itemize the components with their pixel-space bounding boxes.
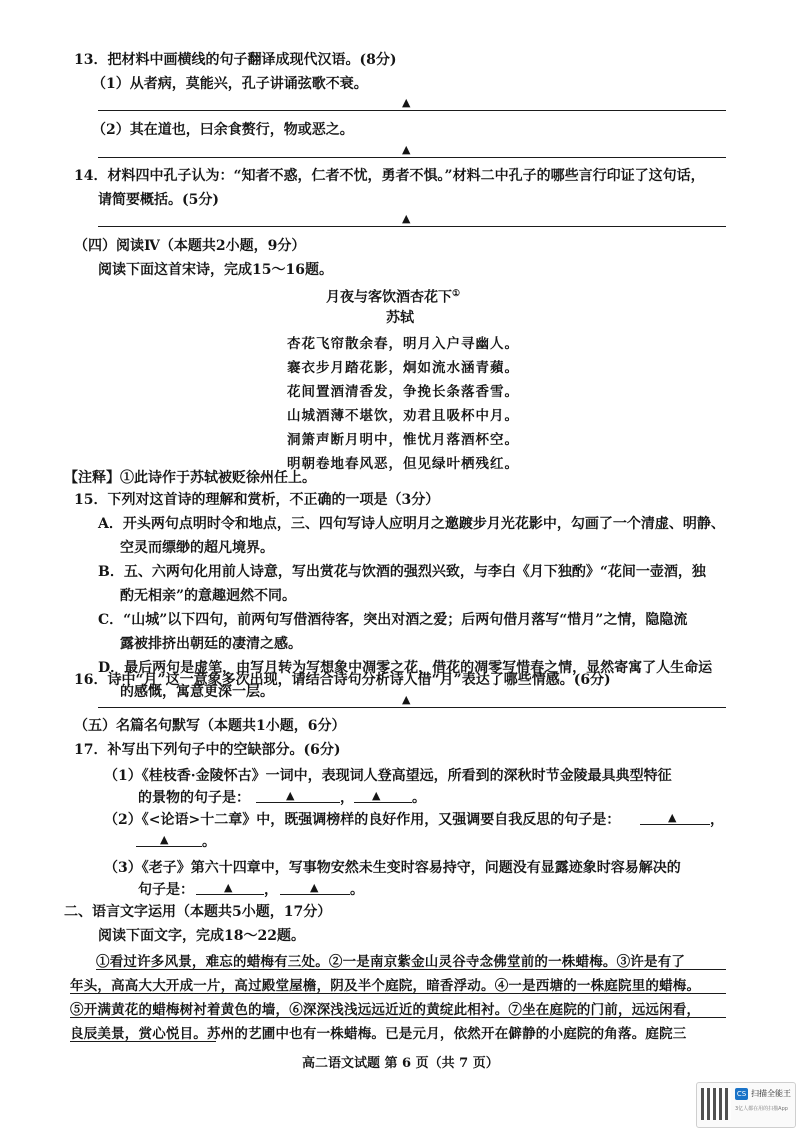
passage-line: ①看过许多风景，难忘的蜡梅有三处。②一是南京紫金山灵谷寺念佛堂前的一株蜡梅。③许是有了 <box>96 954 686 970</box>
answer-mark: ▲ <box>668 811 677 824</box>
fill-blank[interactable] <box>136 846 202 847</box>
answer-mark: ▲ <box>402 96 411 109</box>
poem-line: 洞箫声断月明中，惟忧月落酒杯空。 <box>287 432 519 448</box>
scanner-watermark <box>696 1082 796 1128</box>
answer-line <box>98 226 726 227</box>
q15-option-a-cont: 空灵而缥缈的超凡境界。 <box>120 540 274 556</box>
fill-blank[interactable] <box>354 802 412 803</box>
page-footer: 高二语文试题 第 6 页（共 7 页） <box>302 1056 499 1071</box>
scanner-app-tagline: 3亿人都在用的扫描App <box>735 1106 788 1112</box>
answer-mark: ▲ <box>224 881 233 894</box>
q15-option-b: B．五、六两句化用前人诗意，写出赏花与饮酒的强烈兴致，与李白《月下独酌》“花间一壶酒，独 <box>98 564 706 580</box>
passage-line: 良辰美景，赏心悦目。苏州的艺圃中也有一株蜡梅。已是元月，依然开在僻静的小庭院的角落。庭院三 <box>70 1026 687 1042</box>
q14-stem-line-2: 请简要概括。(5分) <box>98 192 219 208</box>
poem-annotation: 【注释】①此诗作于苏轼被贬徐州任上。 <box>64 470 316 486</box>
answer-mark: ▲ <box>372 789 381 802</box>
punctuation: 。 <box>350 882 364 898</box>
q15-option-c: C．“山城”以下四句，前两句写借酒待客，突出对酒之爱；后两句借月落写“惜月”之情，隐隐流 <box>98 612 688 628</box>
answer-mark: ▲ <box>310 881 319 894</box>
poem-line: 山城酒薄不堪饮，劝君且吸杯中月。 <box>287 408 519 424</box>
q13-sentence-1: （1）从者病，莫能兴，孔子讲诵弦歌不衰。 <box>92 76 368 92</box>
passage-line: ⑤开满黄花的蜡梅树衬着黄色的墙，⑥深深浅浅远远近近的黄绽此相衬。⑦坐在庭院的门前，远远闲看， <box>70 1002 701 1018</box>
q13-sentence-2: （2）其在道也，曰余食赘行，物或恶之。 <box>92 122 354 138</box>
fill-blank[interactable] <box>640 824 710 825</box>
underline <box>70 993 726 994</box>
answer-mark: ▲ <box>402 212 411 225</box>
q13-title: 13．把材料中画横线的句子翻译成现代汉语。(8分) <box>74 52 397 68</box>
poem-line: 褰衣步月踏花影，炯如流水涵青蘋。 <box>287 360 519 376</box>
scanner-app-name: 扫描全能王 <box>751 1089 791 1098</box>
poem-line: 明朝卷地春风恶，但见绿叶栖残红。 <box>287 456 519 472</box>
answer-line <box>98 110 726 111</box>
answer-mark: ▲ <box>286 789 295 802</box>
underline <box>96 969 726 970</box>
q17-stem: 17．补写出下列句子中的空缺部分。(6分) <box>74 742 341 758</box>
part-2-heading: 二、语言文字运用（本题共5小题，17分） <box>64 904 332 920</box>
answer-line <box>98 707 726 708</box>
fill-blank[interactable] <box>256 802 340 803</box>
section-5-heading: （五）名篇名句默写（本题共1小题，6分） <box>74 718 346 734</box>
punctuation: ， <box>340 790 354 806</box>
underline <box>70 1017 726 1018</box>
underline <box>70 1041 216 1042</box>
poem-title: 月夜与客饮酒杏花下① <box>326 289 461 306</box>
punctuation: 。 <box>202 834 216 850</box>
poem-author: 苏轼 <box>386 310 414 326</box>
punctuation: ， <box>710 812 724 828</box>
q14-stem-line-1: 14．材料四中孔子认为：“知者不惑，仁者不忧，勇者不惧。”材料二中孔子的哪些言行印证了这句话， <box>74 168 705 184</box>
q15-option-d: D．最后两句是虚笔，由写月转为写想象中凋零之花，借花的凋零写惜春之情，显然寄寓了人生命运 <box>98 660 713 676</box>
punctuation: ， <box>264 882 278 898</box>
fill-blank[interactable] <box>196 894 264 895</box>
answer-line <box>98 157 726 158</box>
q15-option-b-cont: 酌无相亲”的意趣迥然不同。 <box>120 588 297 604</box>
q17-part-3: （3）《老子》第六十四章中，写事物安然未生变时容易持守，问题没有显露迹象时容易解决的 <box>104 860 681 876</box>
q15-option-c-cont: 露被排挤出朝廷的凄清之感。 <box>120 636 302 652</box>
q17-part-2: （2）《<论语>十二章》中，既强调榜样的良好作用，又强调要自我反思的句子是： <box>104 812 621 828</box>
q15-option-d-cont: 的感慨，寓意更深一层。 <box>120 684 274 700</box>
q16-stem: 16．诗中“月”这一意象多次出现，请结合诗句分析诗人借“月”表达了哪些情感。(6分) <box>74 672 611 688</box>
section-4-heading: （四）阅读Ⅳ（本题共2小题，9分） <box>74 238 306 254</box>
punctuation: 。 <box>412 790 426 806</box>
q17-part-3-cont: 句子是： <box>138 882 194 898</box>
camscanner-logo-icon: CS <box>736 1090 747 1098</box>
poem-line: 杏花飞帘散余春，明月入户寻幽人。 <box>287 336 519 352</box>
q15-stem: 15．下列对这首诗的理解和赏析，不正确的一项是（3分） <box>74 492 440 508</box>
section-4-intro: 阅读下面这首宋诗，完成15～16题。 <box>98 262 333 278</box>
answer-mark: ▲ <box>402 143 411 156</box>
poem-line: 花间置酒清香发，争挽长条落香雪。 <box>287 384 519 400</box>
q17-part-1-cont: 的景物的句子是： <box>138 790 250 806</box>
q17-part-1: （1）《桂枝香·金陵怀古》一词中，表现词人登高望远，所看到的深秋时节金陵最具典型特征 <box>104 768 672 784</box>
passage-line: 年头，高高大大开成一片，高过殿堂屋檐，阴及半个庭院，暗香浮动。④一是西塘的一株庭院里的蜡梅。 <box>70 978 701 994</box>
fill-blank[interactable] <box>280 894 350 895</box>
part-2-intro: 阅读下面文字，完成18～22题。 <box>98 928 305 944</box>
q15-option-a: A．开头两句点明时令和地点，三、四句写诗人应明月之邀踱步月光花影中，勾画了一个清虚、明静、 <box>98 516 725 532</box>
answer-mark: ▲ <box>160 833 169 846</box>
answer-mark: ▲ <box>402 693 411 706</box>
qr-code-icon <box>701 1088 731 1120</box>
